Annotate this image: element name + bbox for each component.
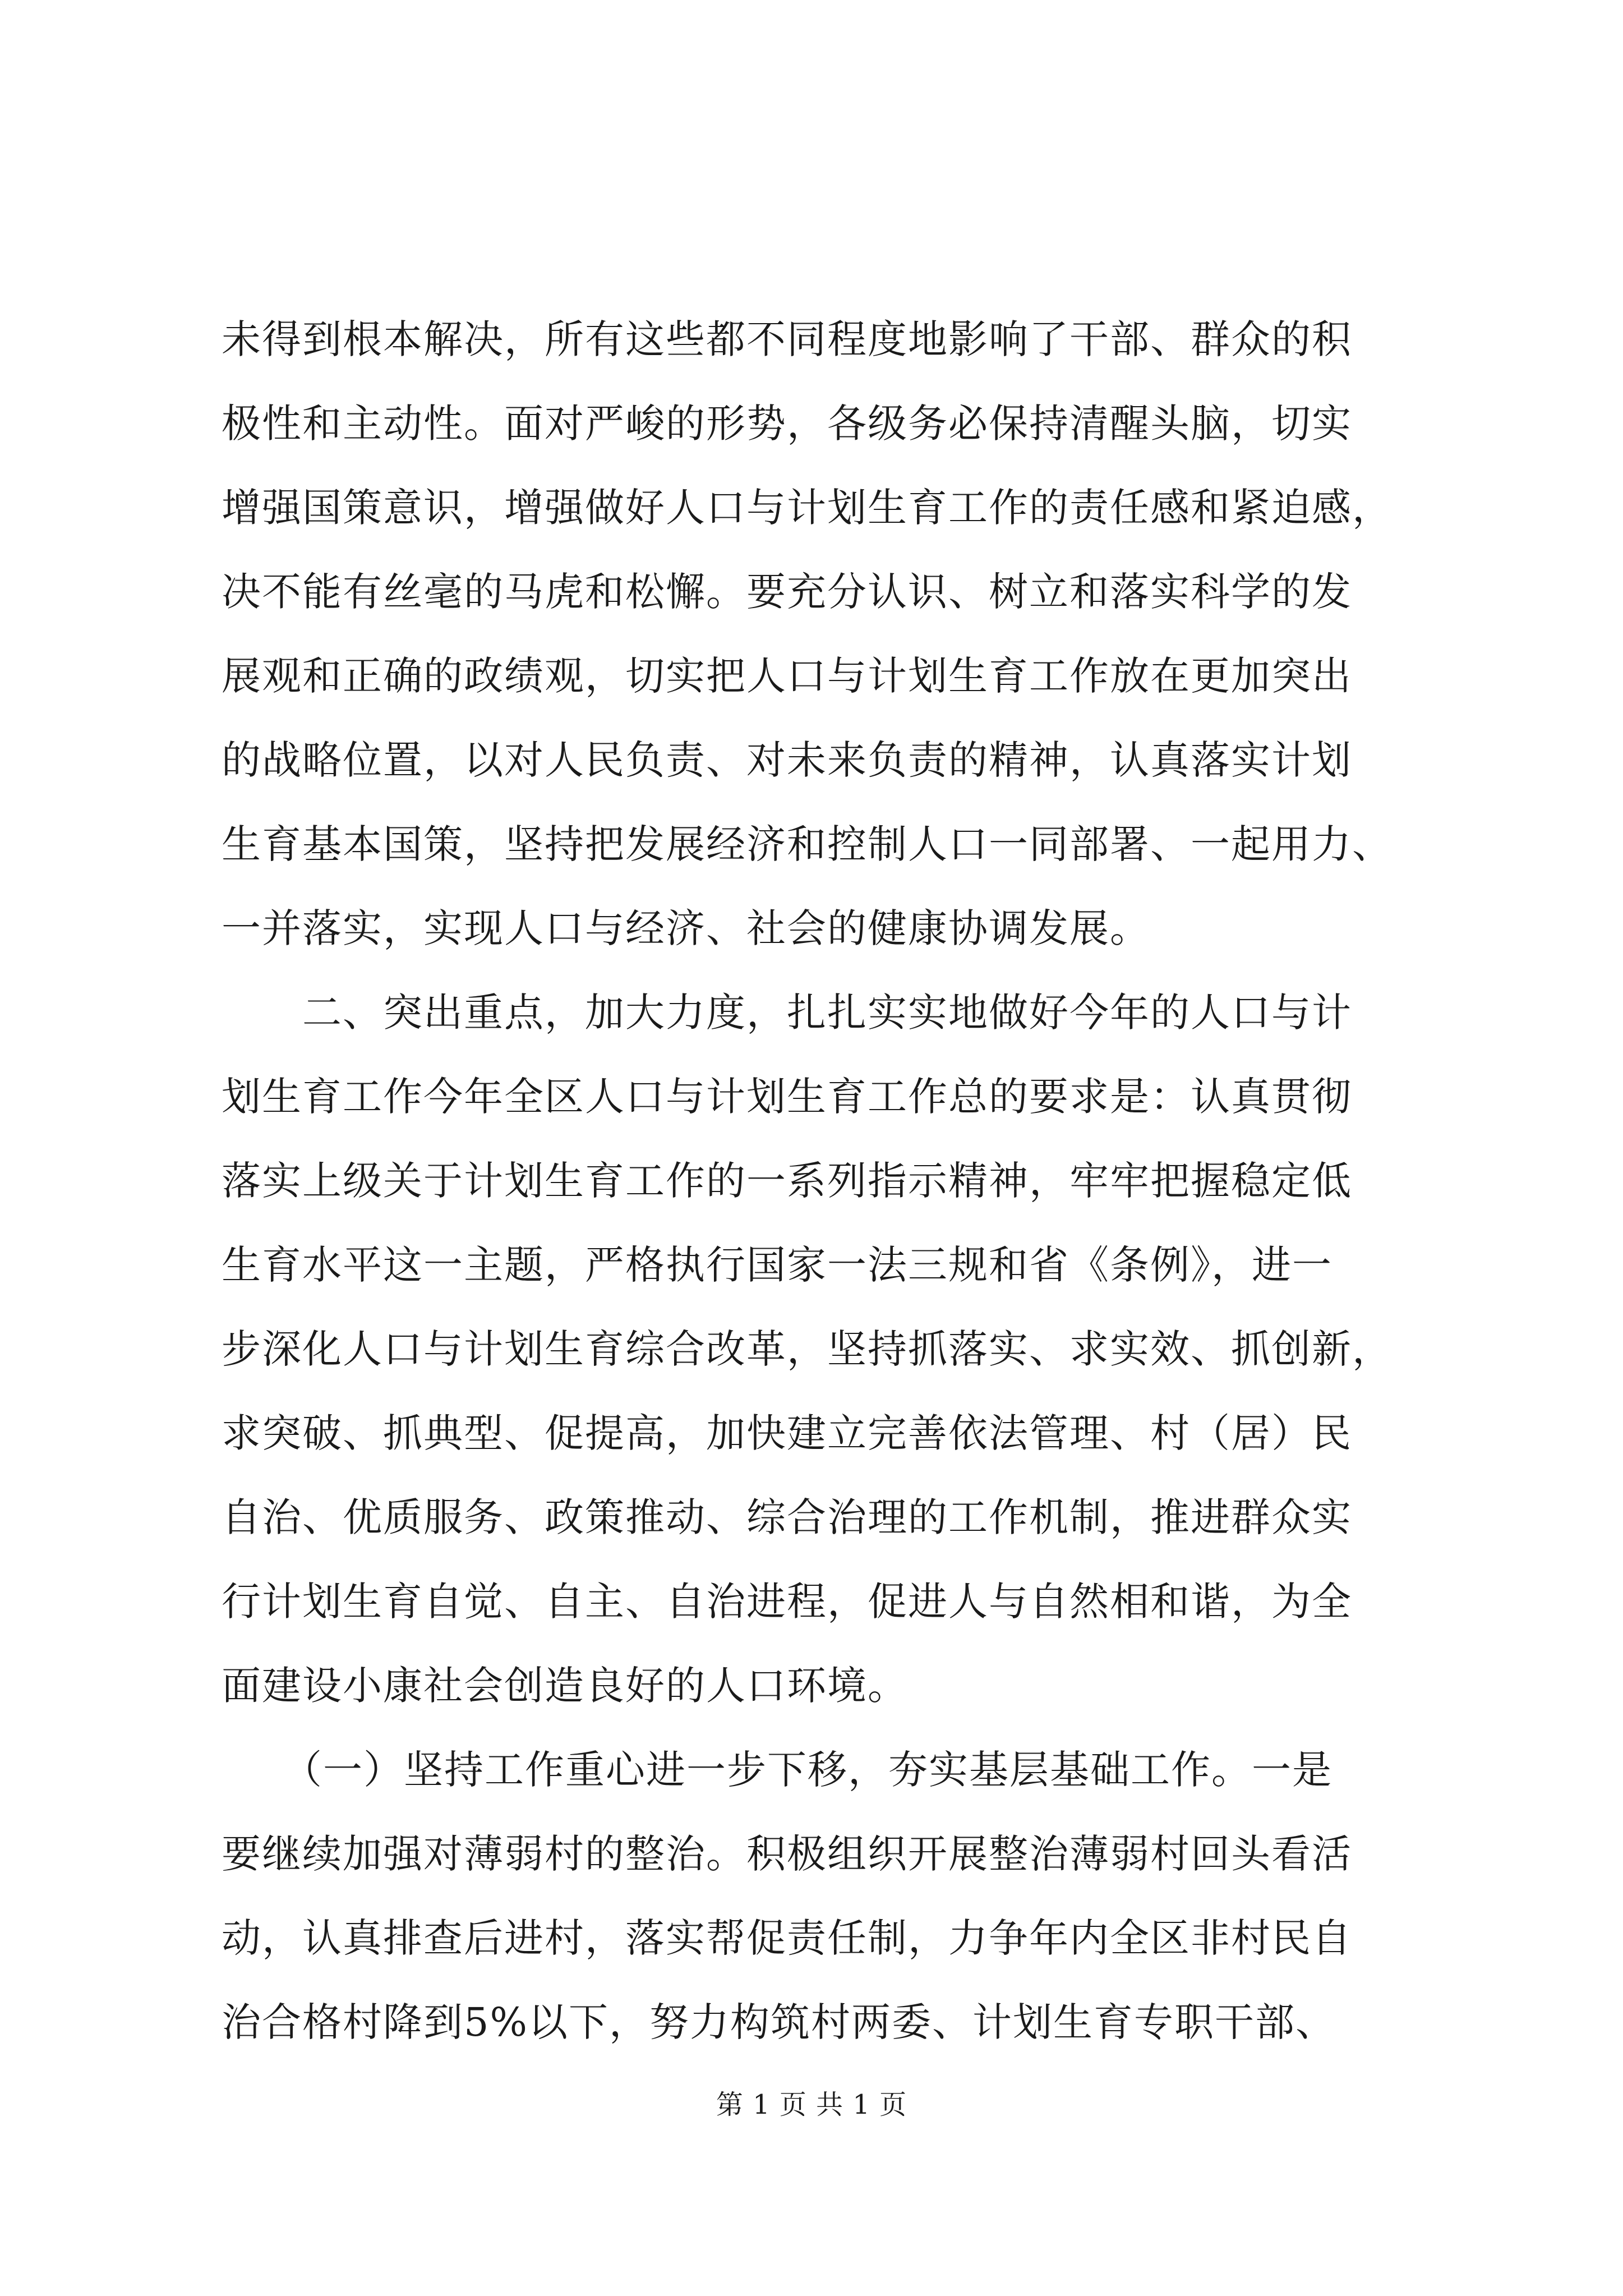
text-line: 划生育工作今年全区人口与计划生育工作总的要求是：认真贯彻	[222, 1074, 1352, 1120]
text-line: 决不能有丝毫的马虎和松懈。要充分认识、树立和落实科学的发	[222, 569, 1352, 615]
subsection-heading-line: （一）坚持工作重心进一步下移，夯实基层基础工作。一是	[222, 1747, 1332, 1793]
text-line: 落实上级关于计划生育工作的一系列指示精神，牢牢把握稳定低	[222, 1158, 1352, 1204]
text-line: 增强国策意识，增强做好人口与计划生育工作的责任感和紧迫感，	[222, 485, 1393, 531]
text-line: 生育基本国策，坚持把发展经济和控制人口一同部署、一起用力、	[222, 821, 1393, 867]
text-line: 生育水平这一主题，严格执行国家一法三规和省《条例》，进一	[222, 1242, 1332, 1288]
text-line: 求突破、抓典型、促提高，加快建立完善依法管理、村（居）民	[222, 1410, 1352, 1456]
text-line: 一并落实，实现人口与经济、社会的健康协调发展。	[222, 905, 1150, 951]
text-line: 面建设小康社会创造良好的人口环境。	[222, 1663, 908, 1709]
text-line: 展观和正确的政绩观，切实把人口与计划生育工作放在更加突出	[222, 653, 1352, 699]
text-line: 要继续加强对薄弱村的整治。积极组织开展整治薄弱村回头看活	[222, 1831, 1352, 1877]
page-number-footer: 第 1 页 共 1 页	[716, 2089, 907, 2120]
section-heading-line: 二、突出重点，加大力度，扎扎实实地做好今年的人口与计	[222, 990, 1352, 1036]
text-line: 动，认真排查后进村，落实帮促责任制，力争年内全区非村民自	[222, 1915, 1352, 1961]
text-line: 的战略位置，以对人民负责、对未来负责的精神，认真落实计划	[222, 737, 1352, 783]
text-line: 治合格村降到5%以下，努力构筑村两委、计划生育专职干部、	[222, 1999, 1336, 2045]
text-line: 自治、优质服务、政策推动、综合治理的工作机制，推进群众实	[222, 1494, 1352, 1540]
text-line: 步深化人口与计划生育综合改革，坚持抓落实、求实效、抓创新，	[222, 1326, 1393, 1372]
text-line: 行计划生育自觉、自主、自治进程，促进人与自然相和谐，为全	[222, 1579, 1352, 1625]
text-line: 未得到根本解决，所有这些都不同程度地影响了干部、群众的积	[222, 316, 1352, 362]
text-line: 极性和主动性。面对严峻的形势，各级务必保持清醒头脑，切实	[222, 401, 1352, 447]
